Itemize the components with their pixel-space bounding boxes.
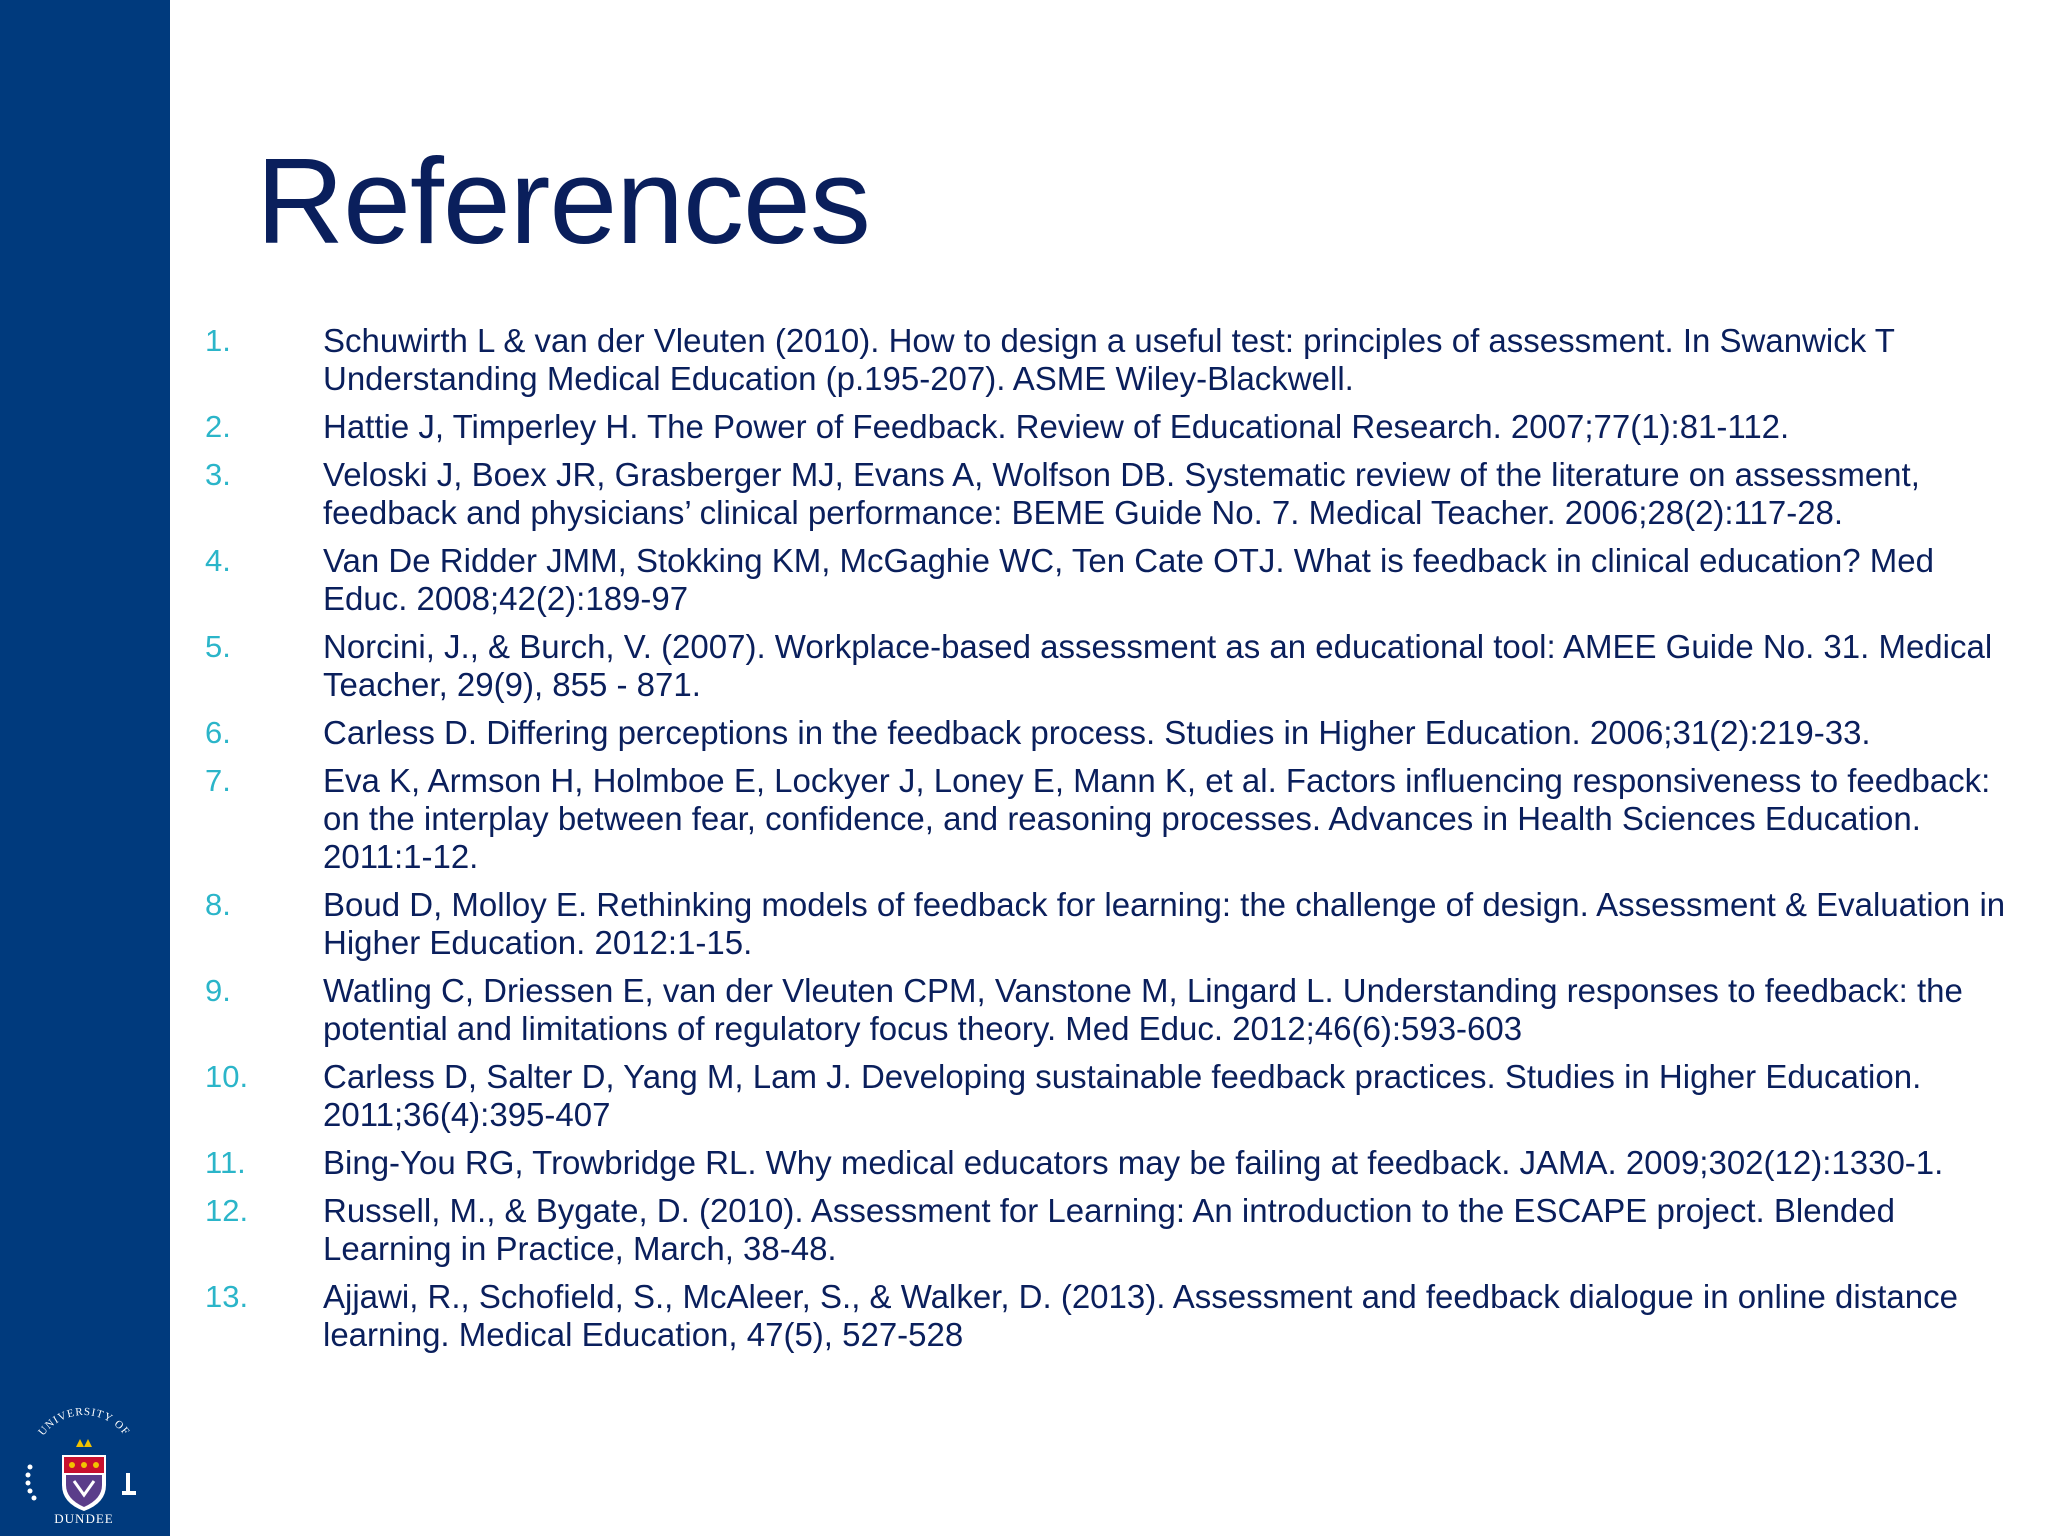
reference-item (205, 322, 2025, 398)
reference-item (205, 542, 2025, 618)
reference-number: 7. (205, 763, 231, 798)
reference-item (205, 972, 2025, 1048)
reference-item (205, 886, 2025, 962)
reference-number: 5. (205, 629, 231, 664)
reference-item (205, 408, 2025, 446)
reference-item (205, 714, 2025, 752)
reference-text: Bing-You RG, Trowbridge RL. Why medical educators may be failing at feedback. JAMA. 2009;302(12):1330-1. (323, 1144, 1944, 1181)
reference-text: Russell, M., & Bygate, D. (2010). Assessment for Learning: An introduction to the ESCAPE project. Blended Learning in Practice, March, 38-48. (323, 1192, 1895, 1267)
reference-item (205, 628, 2025, 704)
reference-text: Eva K, Armson H, Holmboe E, Lockyer J, Loney E, Mann K, et al. Factors influencing responsiveness to feedback: on the interplay between fear, confidence, and reasoning processes. Advances in Health Sciences Education. 2011:1-12. (323, 762, 1991, 875)
reference-text: Carless D, Salter D, Yang M, Lam J. Developing sustainable feedback practices. Studies in Higher Education. 2011;36(4):395-407 (323, 1058, 1922, 1133)
reference-number: 1. (205, 323, 231, 358)
reference-number: 2. (205, 409, 231, 444)
reference-text: Norcini, J., & Burch, V. (2007). Workplace-based assessment as an educational tool: AMEE Guide No. 31. Medical Teacher, 29(9), 855 - 871. (323, 628, 1993, 703)
university-logo (14, 1395, 154, 1525)
reference-text: Van De Ridder JMM, Stokking KM, McGaghie WC, Ten Cate OTJ. What is feedback in clinical education? Med Educ. 2008;42(2):189-97 (323, 542, 1934, 617)
reference-number: 4. (205, 543, 231, 578)
reference-text: Ajjawi, R., Schofield, S., McAleer, S., & Walker, D. (2013). Assessment and feedback dialogue in online distance learning. Medical Education, 47(5), 527-528 (323, 1278, 1958, 1353)
reference-number: 13. (205, 1279, 249, 1314)
reference-number: 11. (205, 1145, 246, 1180)
reference-item (205, 762, 2025, 876)
reference-number: 3. (205, 457, 231, 492)
reference-text: Schuwirth L & van der Vleuten (2010). How to design a useful test: principles of assessment. In Swanwick T Understanding Medical Education (p.195-207). ASME Wiley-Blackwell. (323, 322, 1895, 397)
reference-text: Carless D. Differing perceptions in the feedback process. Studies in Higher Education. 2006;31(2):219-33. (323, 714, 1871, 751)
logo-bottom-text: DUNDEE (54, 1511, 114, 1525)
reference-item (205, 1058, 2025, 1134)
page-title: References (256, 133, 870, 269)
reference-item (205, 1192, 2025, 1268)
reference-item (205, 1144, 2025, 1182)
reference-list (205, 322, 2025, 1364)
logo-arc-text: UNIVERSITY OF (36, 1405, 132, 1439)
reference-number: 6. (205, 715, 231, 750)
logo-pot-icon (122, 1473, 136, 1495)
reference-item (205, 456, 2025, 532)
reference-text: Boud D, Molloy E. Rethinking models of feedback for learning: the challenge of design. Assessment & Evaluation in Higher Education. 2012:1-15. (323, 886, 2006, 961)
sidebar-band (0, 0, 170, 1536)
reference-number: 12. (205, 1193, 249, 1228)
reference-text: Hattie J, Timperley H. The Power of Feedback. Review of Educational Research. 2007;77(1):81-112. (323, 408, 1790, 445)
logo-shield-icon (62, 1439, 106, 1511)
reference-number: 10. (205, 1059, 249, 1094)
svg-text:UNIVERSITY OF (36, 1406, 132, 1438)
reference-number: 8. (205, 887, 231, 922)
reference-text: Watling C, Driessen E, van der Vleuten CPM, Vanstone M, Lingard L. Understanding responses to feedback: the potential and limitations of regulatory focus theory. Med Educ. 2012;46(6):593-603 (323, 972, 1963, 1047)
logo-laurel-left (26, 1465, 37, 1501)
reference-item (205, 1278, 2025, 1354)
reference-number: 9. (205, 973, 231, 1008)
reference-text: Veloski J, Boex JR, Grasberger MJ, Evans A, Wolfson DB. Systematic review of the literature on assessment, feedback and physicians’ clinical performance: BEME Guide No. 7. Medical Teacher. 2006;28(2):117-28. (323, 456, 1920, 531)
